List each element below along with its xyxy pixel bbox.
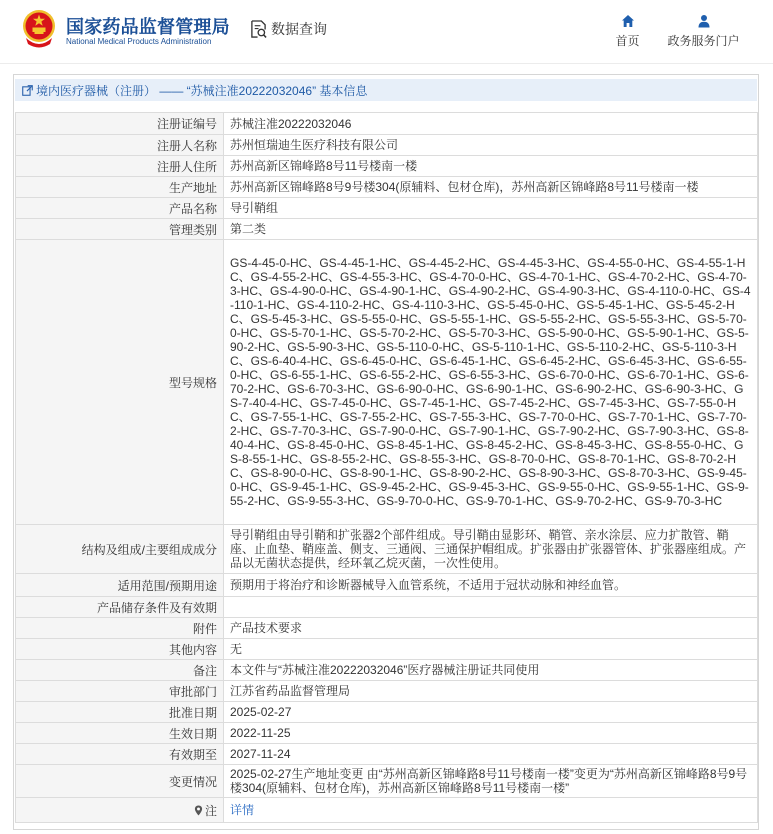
value-other-content-text: 无	[230, 642, 243, 656]
label-approval-authority: 审批部门	[16, 681, 224, 702]
label-remarks: 备注	[16, 660, 224, 681]
value-storage-conditions-validity	[224, 597, 758, 618]
value-approval-date-text: 2025-02-27	[230, 705, 292, 719]
value-product-name	[224, 198, 758, 219]
value-model-specifications-text: GS-4-45-0-HC、GS-4-45-1-HC、GS-4-45-2-HC、GS-4-45-3-HC、GS-4-55-0-HC、GS-4-55-1-HC、GS-4-55-2-HC、GS-4-55-3-HC、GS-4-70-0-HC、GS-4-70-1-HC、GS-4-70-2-HC、GS-4-70-3-HC、GS-4-90-0-HC、GS-4-90-1-HC、GS-4-90-2-HC、GS-4-90-3-HC、GS-4-110-0-HC、GS-4-110-1-HC、GS-4-110-2-HC、GS-4-110-3-HC、GS-5-45-0-HC、GS-5-45-1-HC、GS-5-45-2-HC、GS-5-45-3-HC、GS-5-55-0-HC、GS-5-55-1-HC、GS-5-55-2-HC、GS-5-55-3-HC、GS-5-70-0-HC、GS-5-70-1-HC、GS-5-70-2-HC、GS-5-70-3-HC、GS-5-90-0-HC、GS-5-90-1-HC、GS-5-90-2-HC、GS-5-90-3-HC、GS-5-110-0-HC、GS-5-110-1-HC、GS-5-110-2-HC、GS-5-110-3-HC、GS-6-40-4-HC、GS-6-45-0-HC、GS-6-45-1-HC、GS-6-45-2-HC、GS-6-45-3-HC、GS-6-55-0-HC、GS-6-55-1-HC、GS-6-55-2-HC、GS-6-55-3-HC、GS-6-70-0-HC、GS-6-70-1-HC、GS-6-70-2-HC、GS-6-70-3-HC、GS-6-90-0-HC、GS-6-90-1-HC、GS-6-90-2-HC、GS-6-90-3-HC、GS-7-40-4-HC、GS-7-45-0-HC、GS-7-45-1-HC、GS-7-45-2-HC、GS-7-45-3-HC、GS-7-55-0-HC、GS-7-55-1-HC、GS-7-55-2-HC、GS-7-55-3-HC、GS-7-70-0-HC、GS-7-70-1-HC、GS-7-70-2-HC、GS-7-70-3-HC、GS-7-90-0-HC、GS-7-90-1-HC、GS-7-90-2-HC、GS-7-90-3-HC、GS-8-40-4-HC、GS-8-45-0-HC、GS-8-45-1-HC、GS-8-45-2-HC、GS-8-45-3-HC、GS-8-55-0-HC、GS-8-55-1-HC、GS-8-55-2-HC、GS-8-55-3-HC、GS-8-70-0-HC、GS-8-70-1-HC、GS-8-70-2-HC、GS-8-90-0-HC、GS-8-90-1-HC、GS-8-90-2-HC、GS-8-90-3-HC、GS-8-70-3-HC、GS-9-45-0-HC、GS-9-45-1-HC、GS-9-45-2-HC、GS-9-45-3-HC、GS-9-55-0-HC、GS-9-55-1-HC、GS-9-55-2-HC、GS-9-55-3-HC、GS-9-70-0-HC、GS-9-70-1-HC、GS-9-70-2-HC、GS-9-70-3-HC	[230, 256, 751, 508]
nav-home-label: 首页	[615, 34, 640, 48]
label-registrant-address: 注册人住所	[16, 156, 224, 177]
site-name-en: National Medical Products Administration	[66, 37, 212, 46]
value-remarks-text: 本文件与“苏械注准20222032046”医疗器械注册证共同使用	[230, 663, 540, 677]
value-structure-composition	[224, 525, 758, 574]
site-brand[interactable]	[20, 8, 232, 54]
label-attachments: 附件	[16, 618, 224, 639]
value-change-history	[224, 765, 758, 798]
user-icon	[697, 14, 711, 28]
label-scope-intended-use: 适用范围/预期用途	[16, 574, 224, 597]
label-expiry-date: 有效期至	[16, 744, 224, 765]
details-link[interactable]: 详情	[230, 803, 255, 817]
value-registrant-name-text: 苏州恒瑞迪生医疗科技有限公司	[230, 138, 399, 152]
label-management-category: 管理类别	[16, 219, 224, 240]
label-manufacturing-address: 生产地址	[16, 177, 224, 198]
value-approval-authority	[224, 681, 758, 702]
value-effective-date-text: 2022-11-25	[230, 726, 291, 740]
value-structure-composition-text: 导引鞘组由导引鞘和扩张器2个部件组成。导引鞘由显影环、鞘管、亲水涂层、应力扩散管、鞘座、止血垫、鞘座盖、侧支、三通阀、三通保护帽组成。扩张器由扩张器管体、扩张器座组成。产品以无菌状态提供，经环氧乙烷灭菌，一次性使用。	[230, 528, 747, 570]
value-manufacturing-address-text: 苏州高新区锦峰路8号9号楼304(原辅料、包材仓库)，苏州高新区锦峰路8号11号楼南一楼	[230, 180, 699, 194]
label-structure-composition: 结构及组成/主要组成成分	[16, 525, 224, 574]
value-change-history-text: 2025-02-27生产地址变更 由“苏州高新区锦峰路8号11号楼南一楼”变更为“苏州高新区锦峰路8号9号楼304(原辅料、包材仓库)，苏州高新区锦峰路8号11号楼南一楼”	[230, 767, 748, 795]
value-management-category	[224, 219, 758, 240]
value-other-content	[224, 639, 758, 660]
site-header	[0, 0, 773, 64]
pin-icon	[194, 805, 203, 816]
label-storage-conditions-validity: 产品储存条件及有效期	[16, 597, 224, 618]
label-product-name: 产品名称	[16, 198, 224, 219]
value-registration-number-text: 苏械注准20222032046	[230, 116, 352, 131]
label-registration-number: 注册证编号	[16, 113, 224, 135]
value-registrant-address	[224, 156, 758, 177]
label-registrant-name: 注册人名称	[16, 135, 224, 156]
value-registrant-name	[224, 135, 758, 156]
data-query-label: 数据查询	[271, 21, 327, 37]
search-document-icon	[250, 20, 267, 39]
nav-service-portal-label: 政务服务门户	[667, 34, 740, 48]
value-registrant-address-text: 苏州高新区锦峰路8号11号楼南一楼	[230, 159, 418, 173]
data-query-link[interactable]	[250, 19, 327, 39]
value-note	[224, 798, 758, 823]
value-remarks	[224, 660, 758, 681]
value-attachments	[224, 618, 758, 639]
home-icon	[621, 14, 635, 28]
label-note	[16, 798, 224, 823]
value-management-category-text: 第二类	[230, 222, 267, 236]
label-change-history: 变更情况	[16, 765, 224, 798]
detail-table	[15, 112, 758, 823]
national-emblem-logo	[22, 9, 56, 49]
label-other-content: 其他内容	[16, 639, 224, 660]
value-model-specifications	[224, 240, 758, 525]
value-scope-intended-use	[224, 574, 758, 597]
value-product-name-text: 导引鞘组	[230, 201, 279, 215]
value-expiry-date	[224, 744, 758, 765]
panel-title: 境内医疗器械（注册） —— “苏械注准20222032046” 基本信息	[36, 83, 368, 98]
value-attachments-text: 产品技术要求	[230, 621, 303, 635]
value-effective-date	[224, 723, 758, 744]
label-note-text: 注	[204, 803, 217, 818]
panel-title-bar	[15, 79, 757, 101]
label-model-specifications: 型号规格	[16, 240, 224, 525]
document-link-icon	[22, 85, 33, 96]
value-scope-intended-use-text: 预期用于将治疗和诊断器械导入血管系统，不适用于冠状动脉和神经血管。	[230, 578, 627, 592]
value-registration-number	[224, 113, 758, 135]
value-expiry-date-text: 2027-11-24	[230, 747, 291, 761]
label-effective-date: 生效日期	[16, 723, 224, 744]
nav-service-portal[interactable]	[663, 14, 744, 48]
value-approval-authority-text: 江苏省药品监督管理局	[230, 684, 351, 698]
value-manufacturing-address	[224, 177, 758, 198]
label-approval-date: 批准日期	[16, 702, 224, 723]
value-approval-date	[224, 702, 758, 723]
nav-home[interactable]	[607, 14, 648, 48]
site-name-cn: 国家药品监督管理局	[66, 17, 230, 37]
